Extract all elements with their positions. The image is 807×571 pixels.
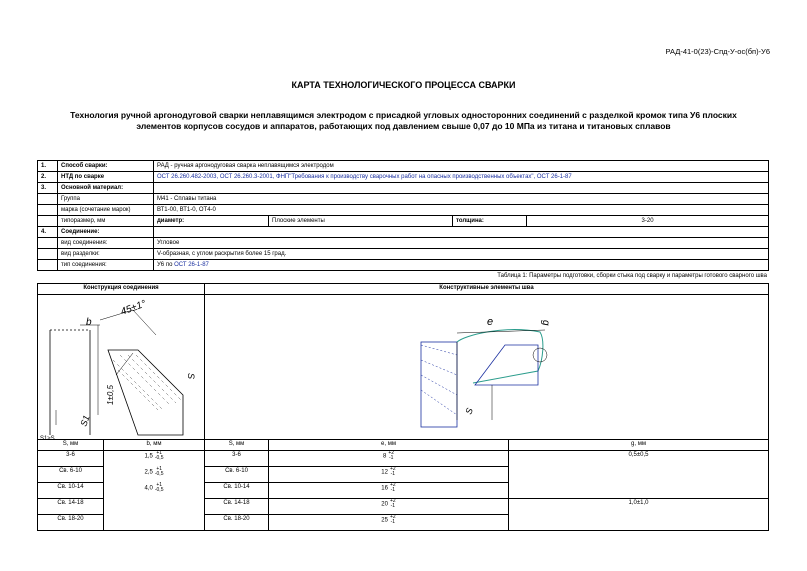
row-number: 3. bbox=[38, 183, 58, 194]
dimension-label: 1±0,5 bbox=[106, 385, 115, 405]
s2-value: Св. 14-18 bbox=[205, 499, 269, 515]
s2-value: Св. 10-14 bbox=[205, 483, 269, 499]
table-row bbox=[38, 249, 769, 260]
construction-header: Конструкция соединения bbox=[38, 284, 205, 295]
s2-value: Св. 6-10 bbox=[205, 467, 269, 483]
e-value: 16+2 -1 bbox=[269, 483, 509, 499]
b-value: 2,5+1 -0,5 bbox=[104, 467, 205, 483]
e-value: 8+2 -1 bbox=[269, 451, 509, 467]
welding-method-label: Способ сварки: bbox=[58, 161, 154, 172]
diameter-value: Плоские элементы bbox=[269, 216, 453, 227]
grade-value: ВТ1-00, ВТ1-0, ОТ4-0 bbox=[154, 205, 769, 216]
table-header-row bbox=[38, 440, 769, 451]
s1-value: Св. 14-18 bbox=[38, 499, 104, 515]
e-value: 12+2 -1 bbox=[269, 467, 509, 483]
page-title: КАРТА ТЕХНОЛОГИЧЕСКОГО ПРОЦЕССА СВАРКИ bbox=[291, 80, 516, 90]
s1-value: Св. 6-10 bbox=[38, 467, 104, 483]
s1-value: Св. 18-20 bbox=[38, 515, 104, 531]
table-row bbox=[38, 451, 769, 467]
table-row bbox=[38, 238, 769, 249]
joint-construction-drawing bbox=[38, 295, 205, 442]
e-value: 25+2 -1 bbox=[269, 515, 509, 531]
joint-type-label: вид соединения: bbox=[58, 238, 154, 249]
seam-g-label: g bbox=[540, 320, 551, 326]
table-row bbox=[38, 161, 769, 172]
row-number: 4. bbox=[38, 227, 58, 238]
row-number: 2. bbox=[38, 172, 58, 183]
page-subtitle bbox=[40, 110, 767, 132]
group-value: М41 - Сплавы титана bbox=[154, 194, 769, 205]
joint-drawing-cell bbox=[38, 295, 205, 440]
thickness-s-label: S bbox=[186, 373, 196, 380]
ntd-value-link[interactable]: ОСТ 26.260.482-2003, ОСТ 26.260.3-2001, ФНП"Требования к производству сварочных работ на опасных производственных объектах", ОСТ 26-1-87 bbox=[154, 172, 769, 183]
col-e: e, мм bbox=[269, 440, 509, 451]
edge-prep-value: V-образная, с углом раскрытия более 15 град. bbox=[154, 249, 769, 260]
group-label: Группа bbox=[58, 194, 154, 205]
s2-value: 3-6 bbox=[205, 451, 269, 467]
s1-value: 3-6 bbox=[38, 451, 104, 467]
grade-label: марка (сочетание марок) bbox=[58, 205, 154, 216]
gap-b-label: b bbox=[86, 317, 92, 328]
table-row bbox=[38, 227, 769, 238]
thickness-value: 3-20 bbox=[527, 216, 769, 227]
table-caption: Таблица 1: Параметры подготовки, сборки стыка под сварку и параметры готового сварного шва bbox=[497, 273, 767, 279]
e-value: 20+2 -1 bbox=[269, 499, 509, 515]
row-number: 1. bbox=[38, 161, 58, 172]
s1-label: S1 bbox=[78, 413, 92, 428]
seam-s-label: S bbox=[463, 406, 475, 416]
ost-link[interactable]: ОСТ 26-1-87 bbox=[174, 261, 209, 268]
seam-drawing-cell bbox=[205, 295, 769, 440]
table-row bbox=[38, 260, 769, 271]
document-code: РАД-41-0(23)-Спд-У-ос(бп)-У6 bbox=[665, 47, 770, 56]
s1-condition-label: S1≥S bbox=[40, 436, 55, 442]
seam-elements-drawing bbox=[205, 295, 769, 435]
connection-type-value: У6 по ОСТ 26-1-87 bbox=[154, 260, 769, 271]
welding-method-value: РАД - ручная аргонодуговая сварка неплавящимся электродом bbox=[154, 161, 769, 172]
col-g: g, мм bbox=[509, 440, 769, 451]
diameter-label: диаметр: bbox=[154, 216, 269, 227]
elements-header: Конструктивные элементы шва bbox=[205, 284, 769, 295]
table-row bbox=[38, 194, 769, 205]
table-row bbox=[38, 172, 769, 183]
g-value: 0,5±0,5 bbox=[509, 451, 769, 499]
b-value: 4,0+1 -0,5 bbox=[104, 483, 205, 499]
table-row bbox=[38, 284, 769, 295]
s1-value: Св. 10-14 bbox=[38, 483, 104, 499]
col-s2: S, мм bbox=[205, 440, 269, 451]
subtitle-line-1: Технология ручной аргонодуговой сварки неплавящимся электродом с присадкой угловых односторонних соединений с разделкой кромок типа У6 плоских bbox=[70, 110, 737, 120]
joint-type-value: Угловое bbox=[154, 238, 769, 249]
process-info-table bbox=[37, 160, 769, 271]
subtitle-line-2: элементов корпусов сосудов и аппаратов, работающих под давлением свыше 0,07 до 10 МПа из титана и титановых сплавов bbox=[136, 121, 671, 131]
joint-label: Соединение: bbox=[58, 227, 154, 238]
parameters-table bbox=[37, 283, 769, 531]
g-value: 1,0±1,0 bbox=[509, 499, 769, 531]
size-label: типоразмер, мм bbox=[58, 216, 154, 227]
col-s1: S, мм bbox=[38, 440, 104, 451]
b-value: 1,5+1 -0,5 bbox=[104, 451, 205, 467]
table-row bbox=[38, 499, 769, 515]
table-row bbox=[38, 183, 769, 194]
table-row bbox=[38, 216, 769, 227]
ntd-label: НТД по сварке bbox=[58, 172, 154, 183]
thickness-label: толщина: bbox=[453, 216, 527, 227]
table-row bbox=[38, 295, 769, 440]
connection-type-label: тип соединения: bbox=[58, 260, 154, 271]
edge-prep-label: вид разделки: bbox=[58, 249, 154, 260]
s2-value: Св. 18-20 bbox=[205, 515, 269, 531]
seam-e-label: e bbox=[487, 316, 494, 328]
col-b: b, мм bbox=[104, 440, 205, 451]
base-material-label: Основной материал: bbox=[58, 183, 154, 194]
angle-label: 45±1° bbox=[119, 298, 148, 318]
table-row bbox=[38, 205, 769, 216]
